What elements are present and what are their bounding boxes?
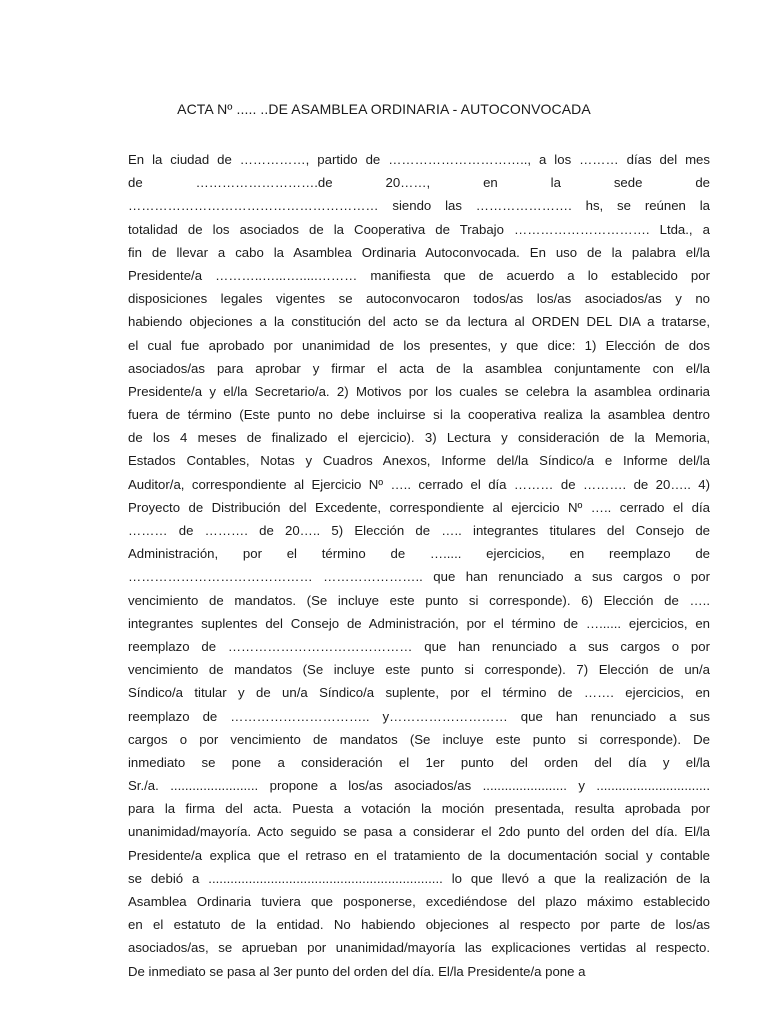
body-line: de los 4 meses de finalizado el ejercicio). 3) Lectura y consideración de la Memoria, xyxy=(128,430,710,446)
body-line: vencimiento de mandatos. (Se incluye este punto si corresponde). 6) Elección de ….. xyxy=(128,592,710,608)
body-line: Proyecto de Distribución del Excedente, correspondiente al ejercicio Nº ….. cerrado el día xyxy=(128,499,710,515)
body-line: De inmediato se pasa al 3er punto del orden del día. El/la Presidente/a pone a xyxy=(128,963,586,979)
body-line: Presidente/a explica que el retraso en el tratamiento de la documentación social y contable xyxy=(128,847,710,863)
body-line: Presidente/a ………..…...….....……… manifiesta que de acuerdo a lo establecido por xyxy=(128,267,710,283)
document-body xyxy=(128,148,710,983)
body-line: reemplazo de ………………………….. y……………………… que han renunciado a sus xyxy=(128,708,710,724)
body-line: se debió a ................................................................ lo que llevó a que la realización de la xyxy=(128,870,710,886)
body-line: Sr./a. ........................ propone a los/as asociados/as ....................... y ............................... xyxy=(128,778,710,794)
body-line: Auditor/a, correspondiente al Ejercicio Nº ….. cerrado el día ……… de ………. de 20….. 4) xyxy=(128,476,710,492)
body-line: unanimidad/mayoría. Acto seguido se pasa a considerar el 2do punto del orden del día. El/la xyxy=(128,824,710,840)
body-line: inmediato se pone a consideración el 1er punto del orden del día y el/la xyxy=(128,754,710,770)
body-line: Administración, por el término de …..... ejercicios, en reemplazo de xyxy=(128,546,710,562)
body-line: integrantes suplentes del Consejo de Administración, por el término de …...... ejercicios, en xyxy=(128,615,710,631)
body-line: disposiciones legales vigentes se autoconvocaron todos/as los/as asociados/as y no xyxy=(128,291,710,307)
body-line: …………………………………… ………………….. que han renunciado a sus cargos o por xyxy=(128,569,710,585)
body-line: reemplazo de …………………………………… que han renunciado a sus cargos o por xyxy=(128,638,710,654)
body-line: vencimiento de mandatos (Se incluye este punto si corresponde). 7) Elección de un/a xyxy=(128,662,710,678)
body-line: Presidente/a y el/la Secretario/a. 2) Motivos por los cuales se celebra la asamblea ordinaria xyxy=(128,383,710,399)
body-line: Síndico/a titular y de un/a Síndico/a suplente, por el término de ……. ejercicios, en xyxy=(128,685,710,701)
document-title: ACTA Nº ..... ..DE ASAMBLEA ORDINARIA - AUTOCONVOCADA xyxy=(177,101,591,117)
body-line: de ……………………….de 20……, en la sede de xyxy=(128,175,710,191)
body-line: fin de llevar a cabo la Asamblea Ordinaria Autoconvocada. En uso de la palabra el/la xyxy=(128,244,710,260)
body-line: cargos o por vencimiento de mandatos (Se incluye este punto si corresponde). De xyxy=(128,731,710,747)
body-line: ………………………………………………… siendo las …………………. hs, se reúnen la xyxy=(128,198,710,214)
body-line: el cual fue aprobado por unanimidad de los presentes, y que dice: 1) Elección de dos xyxy=(128,337,710,353)
body-line: totalidad de los asociados de la Cooperativa de Trabajo …………………………. Ltda., a xyxy=(128,221,710,237)
body-line: en el estatuto de la entidad. No habiendo objeciones al respecto por parte de los/as xyxy=(128,917,710,933)
body-line: asociados/as para aprobar y firmar el acta de la asamblea conjuntamente con el/la xyxy=(128,360,710,376)
body-line: ……… de ………. de 20….. 5) Elección de ….. integrantes titulares del Consejo de xyxy=(128,523,710,538)
body-line: Estados Contables, Notas y Cuadros Anexos, Informe del/la Síndico/a e Informe del/la xyxy=(128,453,710,469)
body-line: para la firma del acta. Puesta a votación la moción presentada, resulta aprobada por xyxy=(128,801,710,817)
body-line: En la ciudad de ……………, partido de ………………………….., a los ……… días del mes xyxy=(128,152,710,167)
body-line: asociados/as, se aprueban por unanimidad/mayoría las explicaciones vertidas al respecto. xyxy=(128,940,710,956)
body-line: fuera de término (Este punto no debe incluirse si la cooperativa realiza la asamblea dentro xyxy=(128,407,710,423)
body-line: Asamblea Ordinaria tuviera que posponerse, excediéndose del plazo máximo establecido xyxy=(128,894,710,909)
body-line: habiendo objeciones a la constitución del acto se da lectura al ORDEN DEL DIA a tratarse, xyxy=(128,314,710,330)
